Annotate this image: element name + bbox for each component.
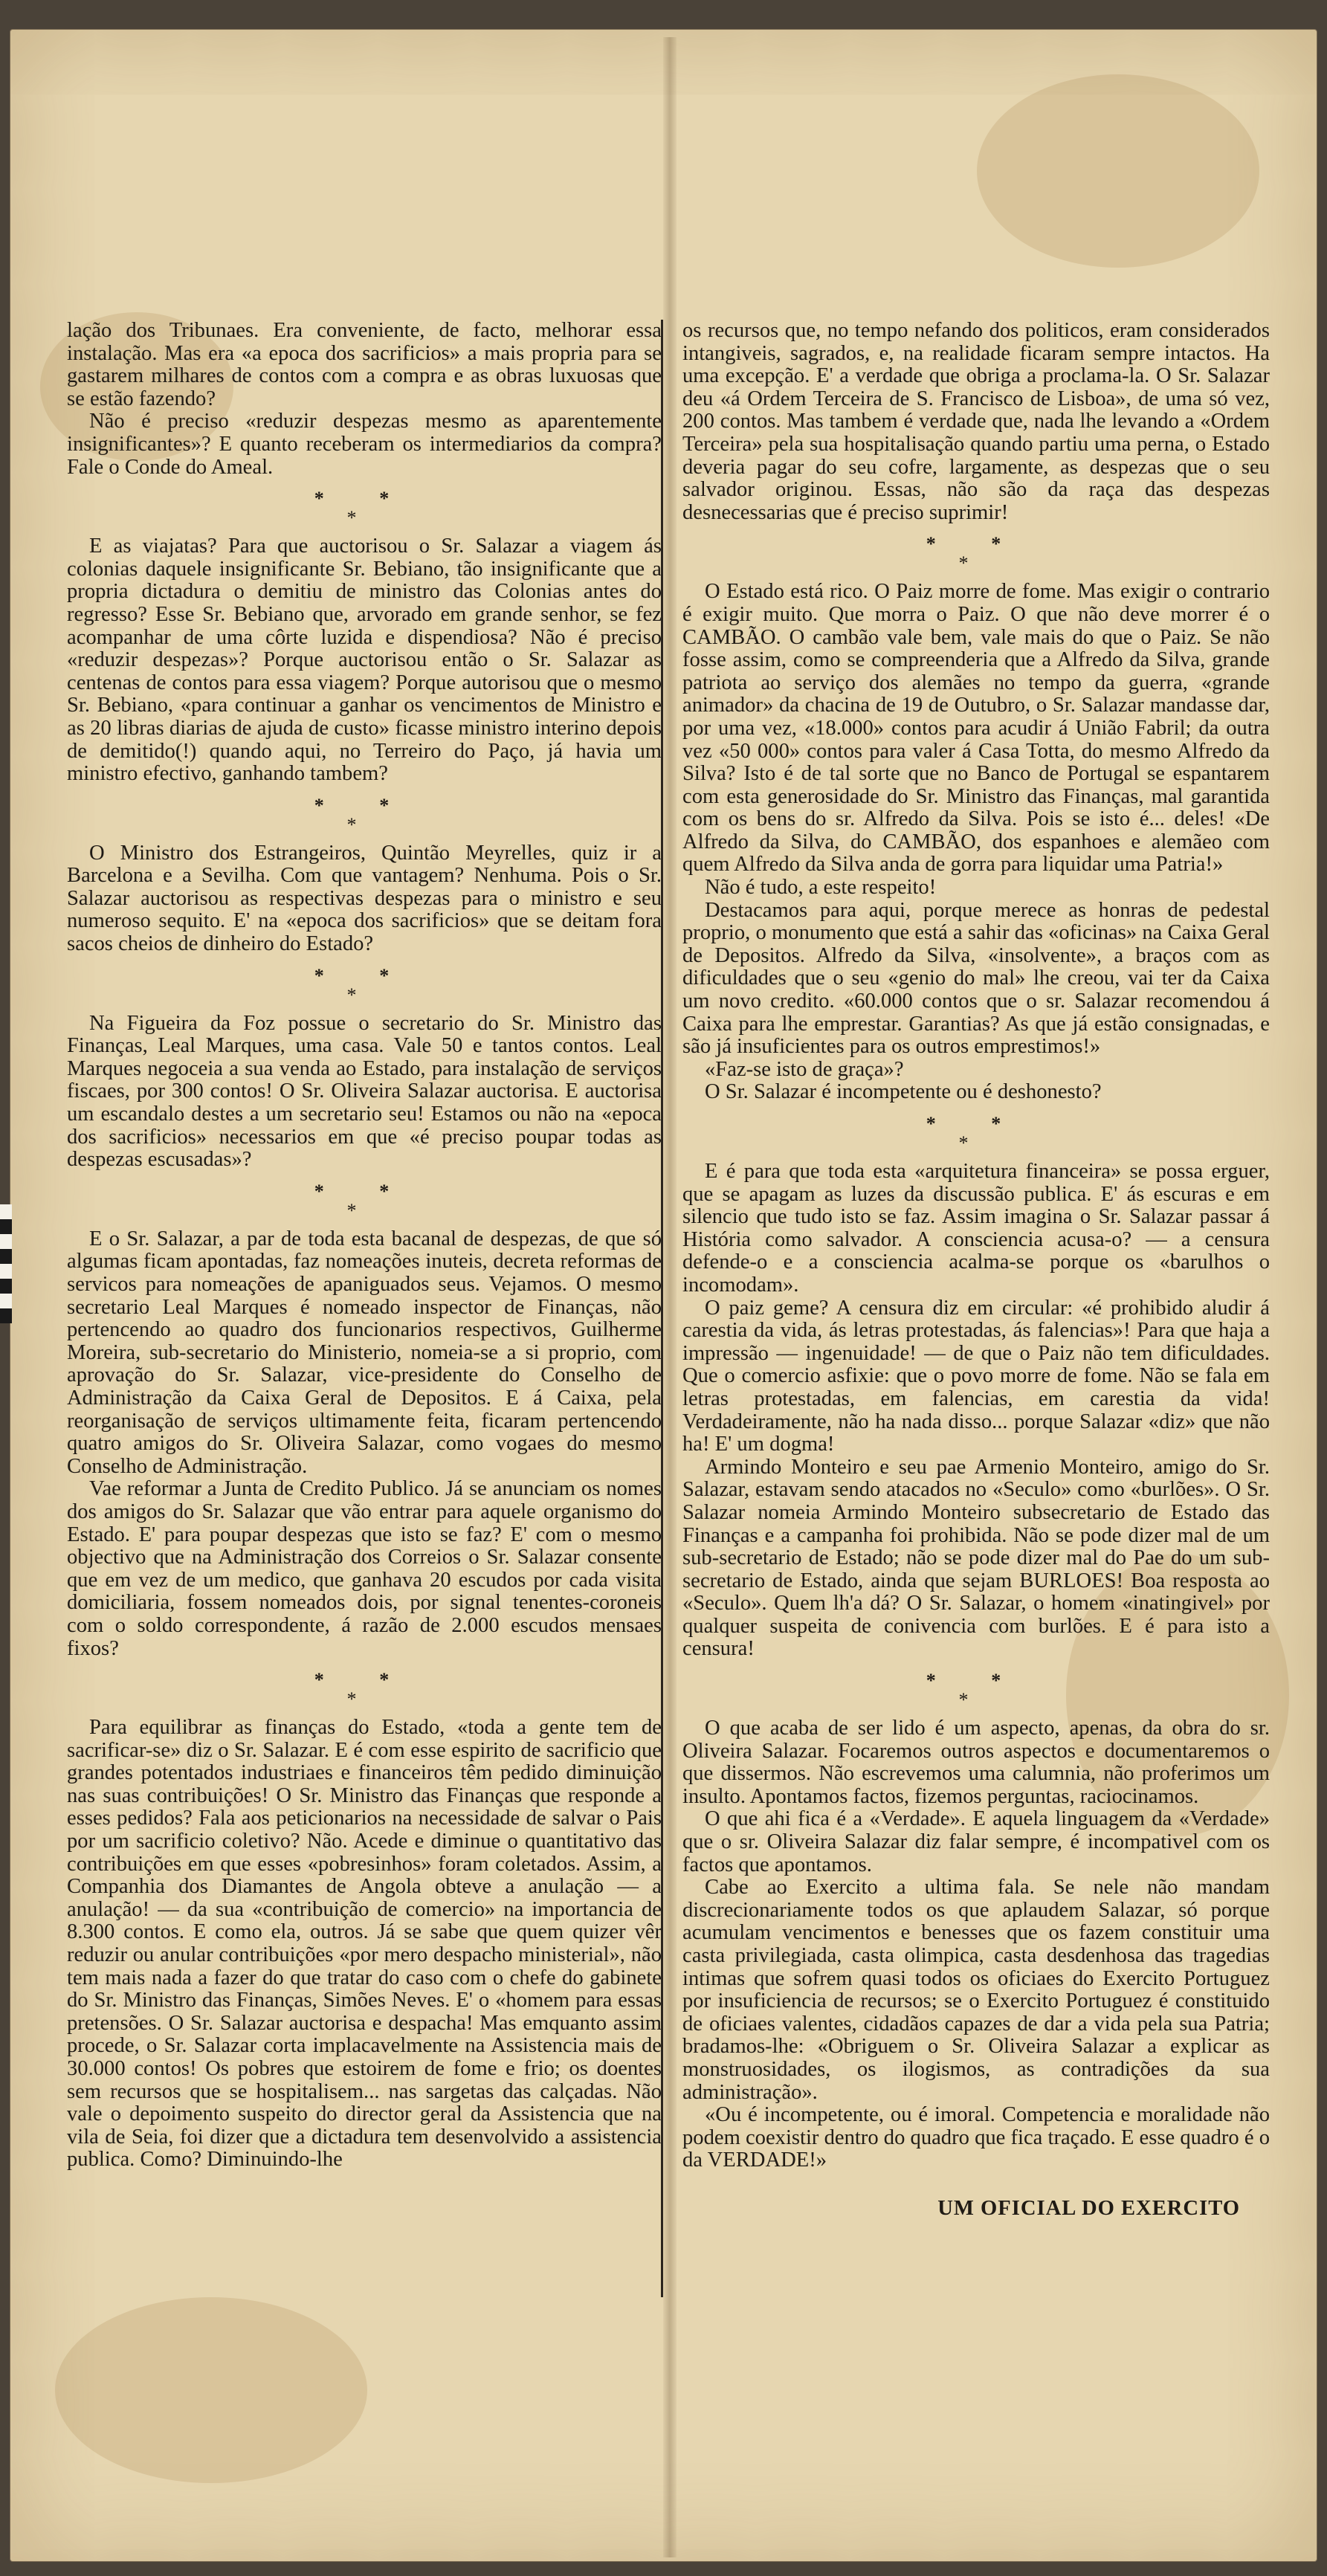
paragraph: «Ou é incompetente, ou é imoral. Competencia e moralidade não podem coexistir dentro do quadro que fica traçado. E esse quadro é o da VERDADE!»: [682, 2103, 1271, 2172]
section-separator: * * *: [314, 794, 415, 836]
paragraph: «Faz-se isto de graça»?: [705, 1057, 904, 1081]
section-separator: * * *: [926, 1670, 1027, 1711]
left-column: [67, 320, 662, 2172]
scale-ruler: [0, 1204, 12, 1323]
paragraph: E é para que toda esta «arquitetura financeira» se possa erguer, que se apagam as luzes da discussão publica. E' ás escuras e em silencio que tudo isto se faz. Assim imagina o Sr. Salazar passar á História como salvador. A consciencia acusa-o? — a censura defende-o e a consciencia acalma-se porque os «barulhos o incomodam».: [682, 1160, 1270, 1297]
section-separator: * * *: [314, 488, 415, 529]
paragraph: Para equilibrar as finanças do Estado, «toda a gente tem de sacrificar-se» diz o Sr. Salazar. E é com esse espirito de sacrificio que grandes potentados industriaes e financeiros têm pedido diminuição nas suas contribuições! O Sr. Ministro das Finanças que responde a esses pedidos? Fala aos peticionarios na necessidade de salvar o Pais por um sacrificio coletivo? Não. Acede e diminue o quantitativo das contribuições em que esses «pobresinhos» foram coletados. Assim, a Companhia dos Diamantes de Angola obteve a anulação — a anulação! — da sua «contribuição de comercio» na importancia de 8.300 contos. E como ela, outros. Já se sabe que quem quizer vêr reduzir ou anular contribuições «por mero despacho ministerial», não tem mais nada a fazer do que tratar do caso com o chefe do gabinete do Sr. Ministro das Finanças, Simões Neves. E' o «homem para essas pretensões. O Sr. Salazar auctorisa e despacha! Mas emquanto assim procede, o Sr. Salazar corta implacavelmente na Assistencia mais de 30.000 contos! Os pobres que estoirem de fome e frio; os doentes sem recursos que se hospitalisem... nas sargetas das calçadas. Não vale o depoimento suspeito do director geral da Assistencia que na vila de Seia, foi dizer que a dictadura tem desenvolvido a assistencia publica. Como? Diminuindo-lhe: [67, 1716, 662, 2172]
section-separator: * * *: [314, 1669, 415, 1711]
paragraph: lação dos Tribunaes. Era conveniente, de facto, melhorar essa instalação. Mas era «a epoca dos sacrificios» a mais propria para se gastarem milhares de contos com a compra e as obras luxuosas que se estão fazendo?: [67, 319, 662, 410]
paragraph: Não é tudo, a este respeito!: [705, 876, 937, 900]
paragraph: E o Sr. Salazar, a par de toda esta bacanal de despezas, de que só algumas ficam apontadas, faz nomeações inuteis, decreta reformas de servicos para nomeações de apaniguados seus. Vejamos. O mesmo secretario Leal Marques é nomeado inspector de Finanças, não pertencendo ao quadro dos funcionarios respectivos, Guilherme Moreira, sub-secretario do Ministerio, nomeia-se a si proprio, com aprovação do Sr. Salazar, vice-presidente do Conselho de Administração da Caixa Geral de Depositos. E á Caixa, pela reorganisação de serviços ultimamente feita, ficaram pertencendo quatro amigos do Sr. Oliveira Salazar, como vogaes do mesmo Conselho de Administração.: [67, 1227, 662, 1478]
paragraph: O paiz geme? A censura diz em circular: «é prohibido aludir á carestia da vida, ás letras protestadas, ás falencias»! Para que haja a impressão — ingenuidade! — de que o Paiz não tem dificuldades. Que o comercio asfixie: que o povo morre de fome. Não se fala em letras protestadas, em falencias, em carestia da vida! Verdadeiramente, não ha nada disso... porque Salazar «diz» que não ha! E' um dogma!: [682, 1296, 1270, 1456]
section-separator: * * *: [314, 1180, 415, 1221]
signature: UM OFICIAL DO EXERCITO: [937, 2196, 1240, 2220]
right-column: [682, 320, 1270, 2221]
paragraph: Destacamos para aqui, porque merece as honras de pedestal proprio, o monumento que está a sahir das «oficinas» na Caixa Geral de Depositos. Alfredo da Silva, «insolvente», a braços com as dificuldades que o seu «genio do mal» lhe creou, vai ter da Caixa um novo credito. «60.000 contos que o sr. Salazar recomendou á Caixa para lhe emprestar. Garantias? As que já estão consignadas, e são já insuficientes para os outros emprestimos!»: [682, 898, 1270, 1059]
fold-crease: [663, 37, 677, 2557]
paper-stain: [55, 2297, 367, 2483]
paragraph: Armindo Monteiro e seu pae Armenio Monteiro, amigo do Sr. Salazar, estavam sendo atacados no «Seculo» como «burlões». O Sr. Salazar nomeia Armindo Monteiro subsecretario de Estado das Finanças e a campanha foi prohibida. Não se pode dizer mal de um sub-secretario de Estado; não se pode dizer mal do Pae do um sub-secretario de Estado, ainda que sejam BURLOES! Boa resposta ao «Seculo». Quem lh'a dá? O Sr. Salazar, o homem «inatingivel» por qualquer suspeita de conivencia com burlões. E é para isto a censura!: [682, 1455, 1270, 1661]
section-separator: * * *: [314, 964, 415, 1006]
paragraph: O Estado está rico. O Paiz morre de fome. Mas exigir o contrario é exigir muito. Que morra o Paiz. O que não deve morrer é o CAMBÃO. O cambão vale bem, vale mais do que o Paiz. Se não fosse assim, como se compreenderia que a Alfredo da Silva, grande patriota ao serviço dos alemães no tempo da guerra, «grande animador» da chacina de 19 de Outubro, o Sr. Salazar mandasse dar, por uma vez, «18.000» contos para acudir á União Fabril; da outra vez «50 000» contos para valer á Casa Totta, do mesmo Alfredo da Silva? Isto é de tal sorte que no Banco de Portugal se espantarem com esta generosidade do Sr. Ministro das Finanças, mal garantida com os bens do sr. Alfredo da Silva. Pois se isto é... deles! «De Alfredo da Silva, do CAMBÃO, dos espanhoes e alemãeo com quem Alfredo da Silva anda de gorra para liquidar uma Patria!»: [682, 580, 1270, 877]
paragraph: O que ahi fica é a «Verdade». E aquela linguagem da «Verdade» que o sr. Oliveira Salazar diz falar sempre, é incompativel com os factos que apontamos.: [682, 1807, 1270, 1876]
paragraph: O Sr. Salazar é incompetente ou é deshonesto?: [705, 1080, 1102, 1104]
paragraph: E as viajatas? Para que auctorisou o Sr. Salazar a viagem ás colonias daquele insignificante Sr. Bebiano, tão insignificante que a propria dictadura o demitiu de ministro das Colonias antes do regresso? Esse Sr. Bebiano que, arvorado em grande senhor, se fez acompanhar de uma côrte luzida e dispendiosa? Não é preciso «reduzir despezas»? Porque auctorisou então o Sr. Salazar as centenas de contos para essa viagem? Porque autorisou que o mesmo Sr. Bebiano, «para continuar a ganhar os vencimentos de Ministro e as 20 libras diarias de ajuda de custo» ficasse ministro interino depois de demitido(!) quando aqui, no Terreiro do Paço, já havia um ministro efectivo, ganhando tambem?: [67, 535, 662, 786]
paragraph: os recursos que, no tempo nefando dos politicos, eram considerados intangiveis, sagrados, e, na realidade ficaram sempre intactos. Ha uma excepção. E' a verdade que obriga a proclama-la. O Sr. Salazar deu «á Ordem Terceira de S. Francisco de Lisboa», de uma só vez, 200 contos. Mas tambem é verdade que, nada lhe levando a «Ordem Terceira» pela sua hospitalisação quando partiu uma perna, o Estado deveria pagar do seu cofre, largamente, as despezas que o seu salvador originou. Essas, não são da raça das despezas desnecessarias que é preciso suprimir!: [682, 319, 1270, 524]
paragraph: Cabe ao Exercito a ultima fala. Se nele não mandam discrecionariamente todos os que aplaudem Salazar, só porque acumulam vencimentos e benesses que os fazem constituir uma casta privilegiada, casta olimpica, casta desdenhosa das tragedias intimas que sofrem quasi todos os oficiaes do Exercito Portuguez por insuficiencia de recursos; se o Exercito Portuguez é constituido de oficiaes valentes, cidadãos capazes de dar a vida pela sua Patria; bradamos-lhe: «Obriguem o Sr. Oliveira Salazar a explicar as monstruosidades, os ilogismos, as contradições da sua administração».: [682, 1876, 1270, 2104]
section-separator: * * *: [926, 1113, 1027, 1154]
paragraph: Não é preciso «reduzir despezas mesmo as aparentemente insignificantes»? E quanto receberam os intermediarios da compra? Fale o Conde do Ameal.: [67, 410, 662, 479]
paragraph: O Ministro dos Estrangeiros, Quintão Meyrelles, quiz ir a Barcelona e a Sevilha. Com que vantagem? Nenhuma. Pois o Sr. Salazar auctorisou as respectivas despezas para o ministro e seu numeroso sequito. E' na «epoca dos sacrificios» que se deitam fora sacos cheios de dinheiro do Estado?: [67, 841, 662, 956]
paragraph: O que acaba de ser lido é um aspecto, apenas, da obra do sr. Oliveira Salazar. Focaremos outros aspectos e documentaremos o que dissermos. Não escrevemos uma calumnia, não proferimos um insulto. Apontamos factos, fizemos perguntas, raciocinamos.: [682, 1717, 1270, 1808]
paragraph: Vae reformar a Junta de Credito Publico. Já se anunciam os nomes dos amigos do Sr. Salazar que vão entrar para aquele organismo do Estado. E' para poupar despezas que isto se faz? E' com o mesmo objectivo que na Administração dos Correios o Sr. Salazar consente que em vez de um medico, que ganhava 20 escudos por cada visita domiciliaria, fossem nomeados dois, por signal tenentes-coroneis com o soldo correspondente, á razão de 2.000 escudos mensaes fixos?: [67, 1477, 662, 1660]
paper-stain: [977, 74, 1259, 268]
paragraph: Na Figueira da Foz possue o secretario do Sr. Ministro das Finanças, Leal Marques, uma casa. Vale 50 e tantos contos. Leal Marques negoceia a sua venda ao Estado, para instalação de serviços fiscaes, por 300 contos! O Sr. Oliveira Salazar auctorisa. E auctorisa um escandalo destes a um secretario seu! Estamos ou não na «epoca dos sacrificios» necessarios em que «é preciso poupar todas as despezas escusadas»?: [67, 1011, 662, 1172]
section-separator: * * *: [926, 533, 1027, 575]
